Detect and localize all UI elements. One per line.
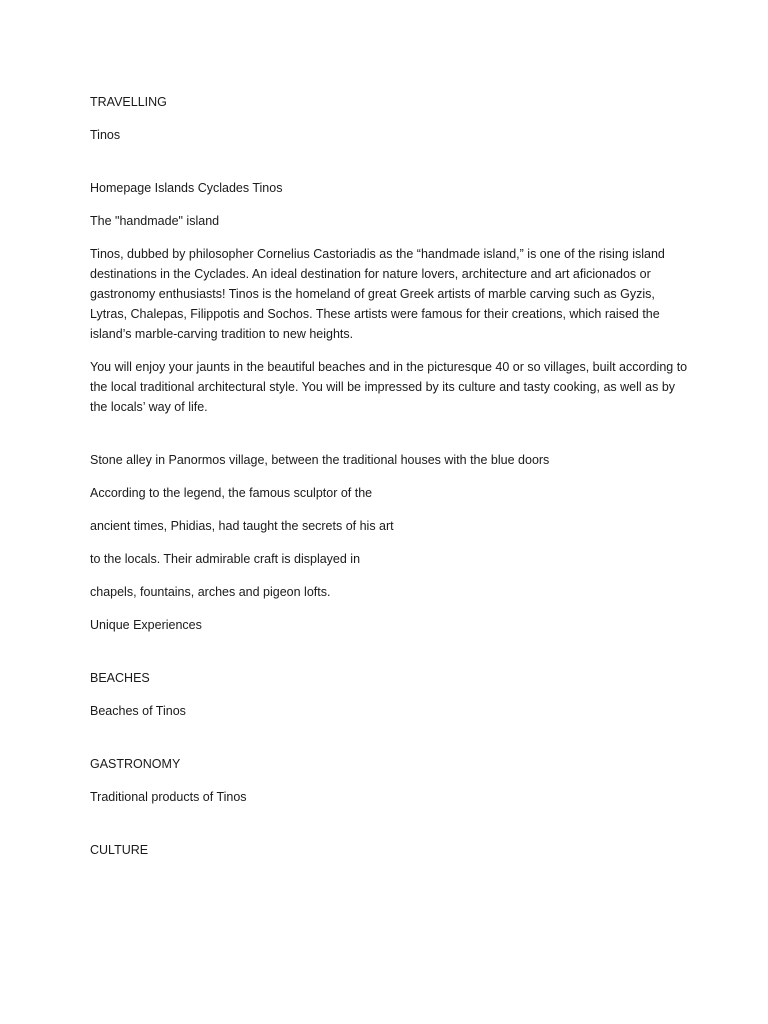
spacer bbox=[90, 158, 690, 178]
legend-line: According to the legend, the famous sculptor of the bbox=[90, 486, 373, 500]
culture-heading: CULTURE bbox=[90, 843, 149, 857]
gastronomy-link: Traditional products of Tinos bbox=[90, 790, 247, 804]
section-label: TRAVELLING bbox=[90, 95, 167, 109]
legend-line: ancient times, Phidias, had taught the secrets of his art bbox=[90, 519, 394, 533]
gastronomy-heading: GASTRONOMY bbox=[90, 757, 181, 771]
unique-experiences-heading: Unique Experiences bbox=[90, 618, 202, 632]
spacer bbox=[90, 820, 690, 840]
intro-paragraph-1: Tinos, dubbed by philosopher Cornelius Castoriadis as the “handmade island,” is one of the rising island destinations in the Cyclades. An ideal destination for nature lovers, architecture and art aficionados or gastronomy enthusiasts! Tinos is the homeland of great Greek artists of marble carving such as Gyzis, Lytras, Chalepas, Filippotis and Sochos. These artists were famous for their creations, which raised the island’s marble-carving tradition to new heights. bbox=[90, 247, 665, 341]
beaches-heading: BEACHES bbox=[90, 671, 150, 685]
spacer bbox=[90, 430, 690, 450]
image-caption: Stone alley in Panormos village, between the traditional houses with the blue doors bbox=[90, 453, 550, 467]
spacer bbox=[90, 734, 690, 754]
page-subtitle: The "handmade" island bbox=[90, 214, 220, 228]
spacer bbox=[90, 648, 690, 668]
document-page bbox=[90, 92, 690, 873]
legend-line: chapels, fountains, arches and pigeon lofts. bbox=[90, 585, 331, 599]
intro-paragraph-2: You will enjoy your jaunts in the beautiful beaches and in the picturesque 40 or so villages, built according to the local traditional architectural style. You will be impressed by its culture and tasty cooking, as well as by the locals’ way of life. bbox=[90, 360, 688, 414]
page-title: Tinos bbox=[90, 128, 121, 142]
beaches-link: Beaches of Tinos bbox=[90, 704, 186, 718]
legend-line: to the locals. Their admirable craft is displayed in bbox=[90, 552, 361, 566]
breadcrumb: Homepage Islands Cyclades Tinos bbox=[90, 181, 283, 195]
